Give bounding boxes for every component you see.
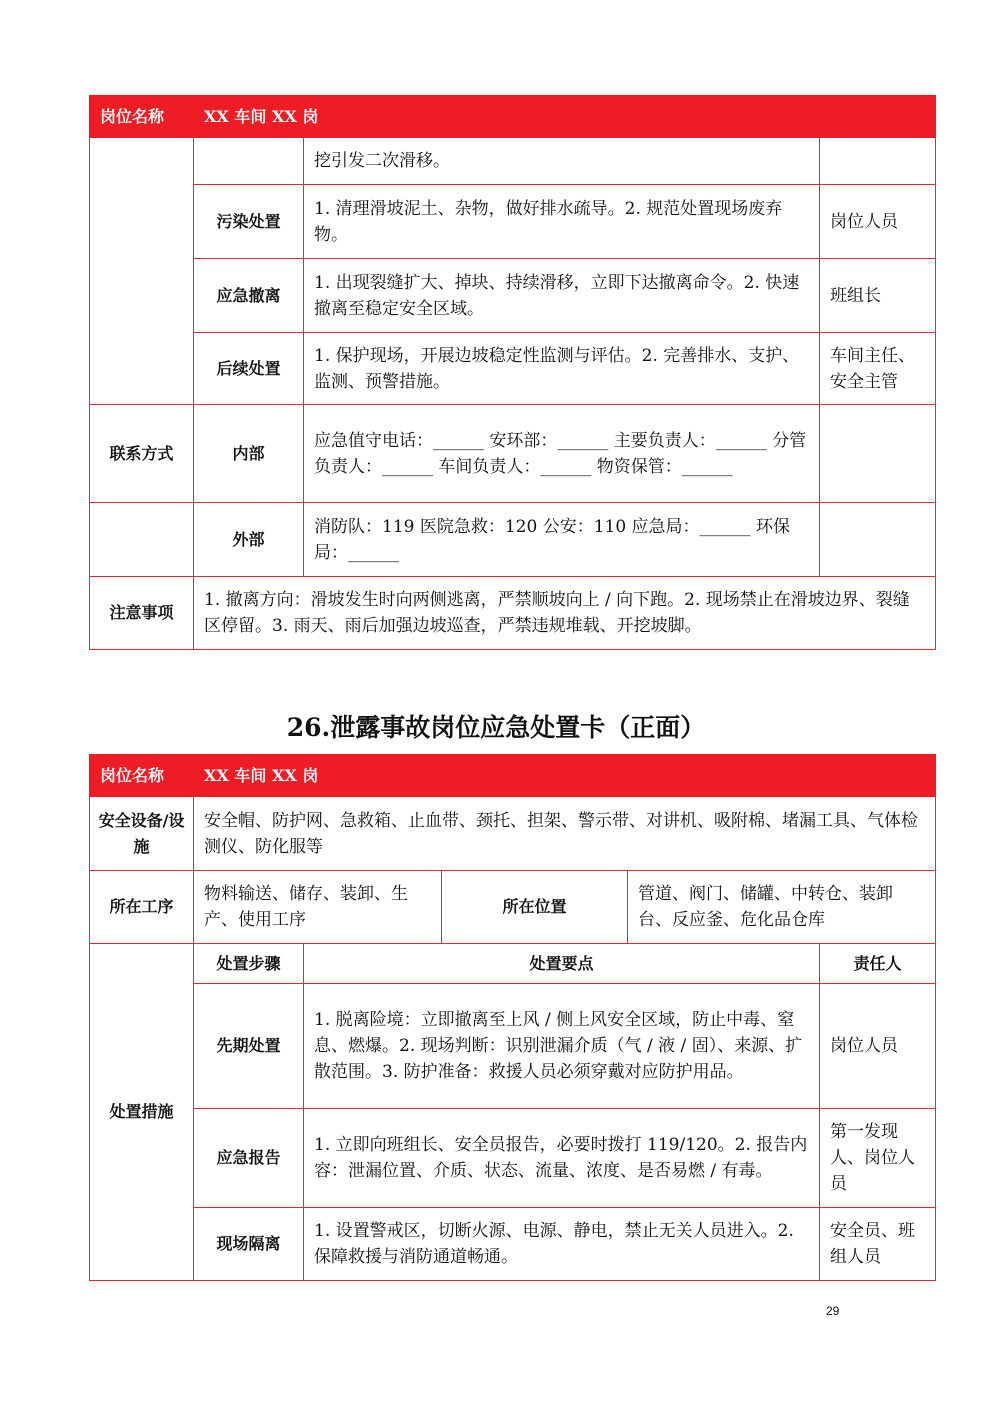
landslide-card-table xyxy=(89,95,936,650)
empty-cell xyxy=(820,503,936,577)
notes-text: 1. 撤离方向：滑坡发生时向两侧逃离，严禁顺坡向上 / 向下跑。2. 现场禁止在滑坡边界、裂缝区停留。3. 雨天、雨后加强边坡巡查，严禁违规堆载、开挖坡脚。 xyxy=(194,577,936,650)
step-cell: 应急撤离 xyxy=(194,259,304,333)
content-cell: 1. 清理滑坡泥土、杂物，做好排水疏导。2. 规范处置现场废弃物。 xyxy=(304,185,820,259)
step-cell: 先期处置 xyxy=(194,984,304,1109)
header-label: 岗位名称 xyxy=(90,755,194,797)
table-row xyxy=(90,138,936,185)
column-header-row xyxy=(90,944,936,984)
table-row xyxy=(90,185,936,259)
card-header-row xyxy=(90,755,936,797)
content-cell: 1. 设置警戒区，切断火源、电源、静电，禁止无关人员进入。2. 保障救援与消防通道畅通。 xyxy=(304,1208,820,1281)
contact-row xyxy=(90,503,936,577)
equipment-text: 安全帽、防护网、急救箱、止血带、颈托、担架、警示带、对讲机、吸附棉、堵漏工具、气体检测仪、防化服等 xyxy=(194,797,936,871)
header-value: XX 车间 XX 岗 xyxy=(194,96,936,138)
person-cell: 岗位人员 xyxy=(820,185,936,259)
person-cell: 岗位人员 xyxy=(820,984,936,1109)
equipment-row xyxy=(90,797,936,871)
location-label: 所在位置 xyxy=(442,871,628,944)
table-row xyxy=(90,984,936,1109)
step-cell xyxy=(194,138,304,185)
measures-label: 处置措施 xyxy=(90,944,194,1281)
contact-row xyxy=(90,405,936,503)
person-cell: 安全员、班组人员 xyxy=(820,1208,936,1281)
header-value: XX 车间 XX 岗 xyxy=(194,755,936,797)
process-row xyxy=(90,871,936,944)
header-label: 岗位名称 xyxy=(90,96,194,138)
contact-external-label: 外部 xyxy=(194,503,304,577)
step-cell: 污染处置 xyxy=(194,185,304,259)
contact-label: 联系方式 xyxy=(90,405,194,503)
col-step: 处置步骤 xyxy=(194,944,304,984)
person-cell xyxy=(820,138,936,185)
notes-row xyxy=(90,577,936,650)
empty-cell xyxy=(820,405,936,503)
location-text: 管道、阀门、储罐、中转仓、装卸台、反应釜、危化品仓库 xyxy=(628,871,936,944)
person-cell: 第一发现人、岗位人员 xyxy=(820,1109,936,1208)
process-label: 所在工序 xyxy=(90,871,194,944)
notes-label: 注意事项 xyxy=(90,577,194,650)
content-cell: 1. 脱离险境：立即撤离至上风 / 侧上风安全区域，防止中毒、窒息、燃爆。2. 现场判断：识别泄漏介质（气 / 液 / 固）、来源、扩散范围。3. 防护准备：救援人员必须穿戴对应防护用品。 xyxy=(304,984,820,1109)
table-row xyxy=(90,259,936,333)
table-row xyxy=(90,1109,936,1208)
leak-card-table xyxy=(89,754,936,1281)
table-row xyxy=(90,1208,936,1281)
content-cell: 1. 出现裂缝扩大、掉块、持续滑移，立即下达撤离命令。2. 快速撤离至稳定安全区域。 xyxy=(304,259,820,333)
content-cell: 1. 立即向班组长、安全员报告，必要时拨打 119/120。2. 报告内容：泄漏位置、介质、状态、流量、浓度、是否易燃 / 有毒。 xyxy=(304,1109,820,1208)
contact-external: 消防队：119 医院急救：120 公安：110 应急局：______ 环保局：______ xyxy=(304,503,820,577)
person-cell: 班组长 xyxy=(820,259,936,333)
person-cell: 车间主任、安全主管 xyxy=(820,333,936,405)
step-cell: 后续处置 xyxy=(194,333,304,405)
process-text: 物料输送、储存、装卸、生产、使用工序 xyxy=(194,871,442,944)
contact-internal-label: 内部 xyxy=(194,405,304,503)
col-points: 处置要点 xyxy=(304,944,820,984)
table-row xyxy=(90,333,936,405)
section-title: 26.泄露事故岗位应急处置卡（正面） xyxy=(286,713,706,742)
empty-cell xyxy=(90,503,194,577)
content-cell: 挖引发二次滑移。 xyxy=(304,138,820,185)
step-cell: 现场隔离 xyxy=(194,1208,304,1281)
content-cell: 1. 保护现场，开展边坡稳定性监测与评估。2. 完善排水、支护、监测、预警措施。 xyxy=(304,333,820,405)
equipment-label: 安全设备/设施 xyxy=(90,797,194,871)
contact-internal: 应急值守电话：______ 安环部：______ 主要负责人：______ 分管负责人：______ 车间负责人：______ 物资保管：______ xyxy=(304,405,820,503)
page-number: 29 xyxy=(826,1304,840,1318)
card-header-row xyxy=(90,96,936,138)
col-person: 责任人 xyxy=(820,944,936,984)
merged-cell xyxy=(90,138,194,405)
step-cell: 应急报告 xyxy=(194,1109,304,1208)
